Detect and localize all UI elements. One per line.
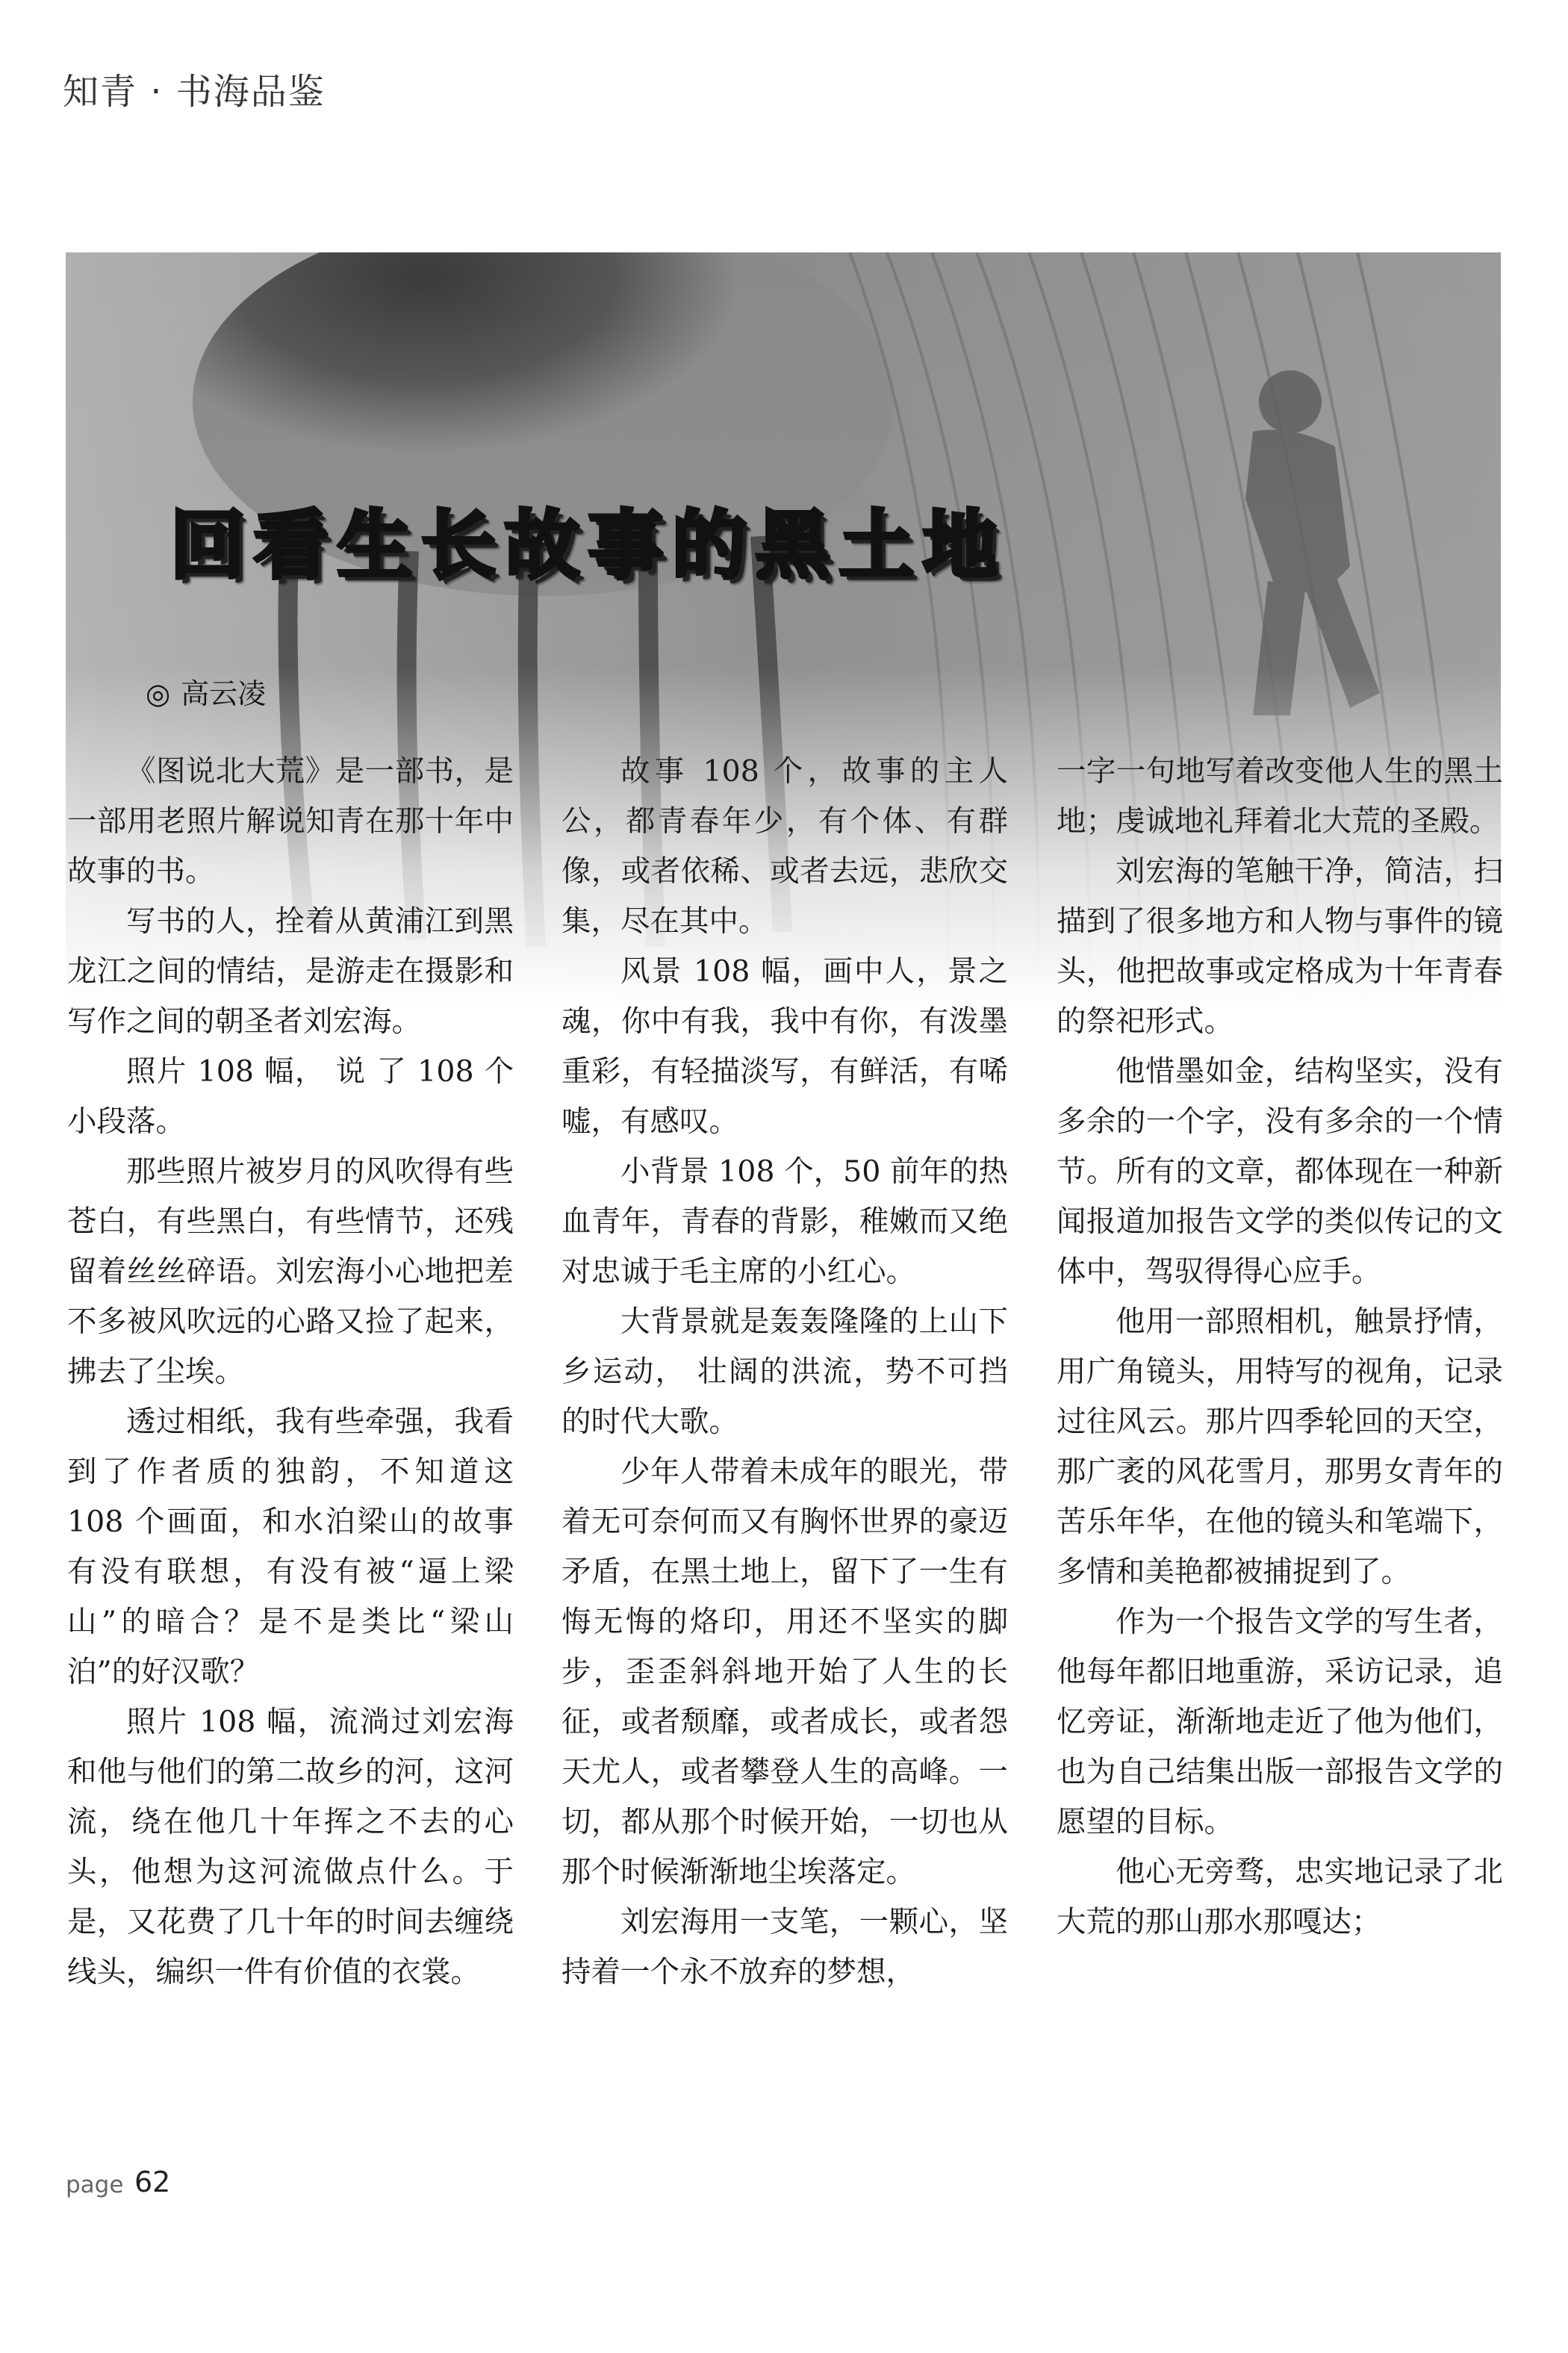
paragraph: 风景 108 幅，画中人，景之魂，你中有我，我中有你，有泼墨重彩，有轻描淡写，有鲜活，有唏嘘，有感叹。 (561, 954, 1008, 1139)
paragraph: 一字一句地写着改变他人生的黑土地；虔诚地礼拜着北大荒的圣殿。 (1057, 754, 1503, 839)
byline-mark-icon: ◎ (146, 677, 171, 710)
page-label: page (66, 2172, 124, 2198)
section-tag: 知青 · 书海品鉴 (63, 71, 326, 113)
paragraph: 写书的人，拴着从黄浦江到黑龙江之间的情结，是游走在摄影和写作之间的朝圣者刘宏海。 (67, 904, 514, 1039)
paragraph: 大背景就是轰轰隆隆的上山下乡运动， 壮阔的洪流，势不可挡的时代大歌。 (561, 1305, 1008, 1439)
text-column-2 (561, 747, 1008, 1998)
text-column-3 (1057, 747, 1503, 1948)
author-name: 高云凌 (181, 677, 267, 710)
page-number: 62 (134, 2166, 171, 2198)
paragraph: 透过相纸，我有些牵强，我看到了作者质的独韵，不知道这 108 个画面，和水泊梁山的故事有没有联想，有没有被“逼上梁山”的暗合？是不是类比“梁山泊”的好汉歌？ (67, 1405, 514, 1689)
paragraph: 故事 108 个，故事的主人公，都青春年少，有个体、有群像，或者依稀、或者去远，悲欣交集，尽在其中。 (561, 754, 1008, 939)
paragraph: 少年人带着未成年的眼光，带着无可奈何而又有胸怀世界的豪迈矛盾，在黑土地上，留下了一生有悔无悔的烙印，用还不坚实的脚步，歪歪斜斜地开始了人生的长征，或者颓靡，或者成长，或者怨天尤人，或者攀登人生的高峰。一切，都从那个时候开始，一切也从那个时候渐渐地尘埃落定。 (561, 1455, 1008, 1889)
paragraph: 那些照片被岁月的风吹得有些苍白，有些黑白，有些情节，还残留着丝丝碎语。刘宏海小心地把差不多被风吹远的心路又捡了起来，拂去了尘埃。 (67, 1154, 514, 1389)
paragraph: 小背景 108 个，50 前年的热血青年，青春的背影，稚嫩而又绝对忠诚于毛主席的小红心。 (561, 1154, 1008, 1289)
paragraph: 刘宏海用一支笔，一颗心，坚持着一个永不放弃的梦想， (561, 1905, 1008, 1989)
paragraph: 照片 108 幅， 说 了 108 个小段落。 (67, 1054, 514, 1139)
paragraph: 刘宏海的笔触干净，简洁，扫描到了很多地方和人物与事件的镜头，他把故事或定格成为十年青春的祭祀形式。 (1057, 854, 1503, 1039)
article-title: 回看生长故事的黑土地 (170, 502, 1007, 589)
text-column-1 (67, 747, 514, 1998)
paragraph: 作为一个报告文学的写生者，他每年都旧地重游，采访记录，追忆旁证，渐渐地走近了他为他们，也为自己结集出版一部报告文学的愿望的目标。 (1057, 1605, 1503, 1839)
paragraph: 他用一部照相机，触景抒情，用广角镜头，用特写的视角，记录过往风云。那片四季轮回的天空，那广袤的风花雪月，那男女青年的苦乐年华，在他的镜头和笔端下，多情和美艳都被捕捉到了。 (1057, 1305, 1503, 1589)
paragraph: 他惜墨如金，结构坚实，没有多余的一个字，没有多余的一个情节。所有的文章，都体现在一种新闻报道加报告文学的类似传记的文体中，驾驭得得心应手。 (1057, 1054, 1503, 1289)
paragraph: 他心无旁骛，忠实地记录了北大荒的那山那水那嘎达； (1057, 1855, 1503, 1939)
paragraph: 照片 108 幅，流淌过刘宏海和他与他们的第二故乡的河，这河流，绕在他几十年挥之不去的心头，他想为这河流做点什么。于是，又花费了几十年的时间去缠绕线头，编织一件有价值的衣裳。 (67, 1705, 514, 1989)
byline (146, 671, 266, 712)
paragraph: 《图说北大荒》是一部书，是一部用老照片解说知青在那十年中故事的书。 (67, 754, 514, 889)
